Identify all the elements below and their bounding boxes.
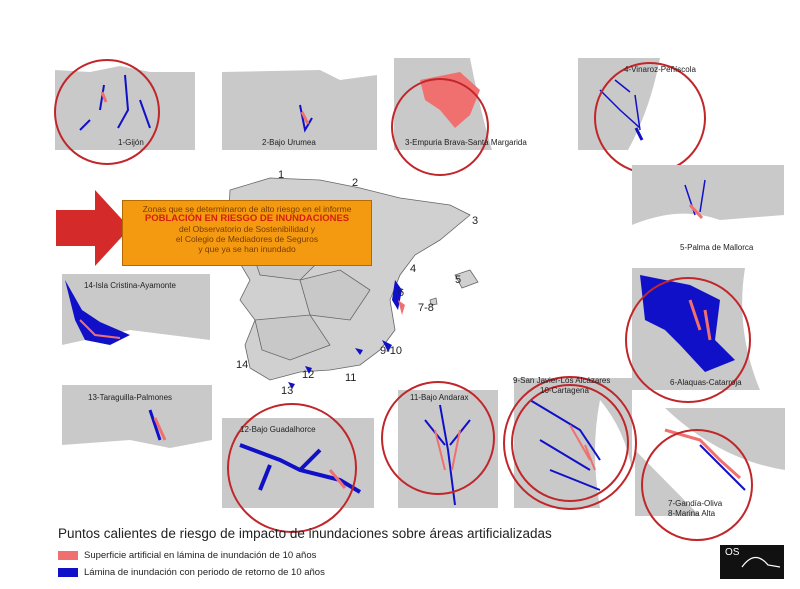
map-number: 9-10 <box>380 345 403 357</box>
logo-text: OS <box>725 547 740 558</box>
inset-vinaroz <box>578 58 723 173</box>
map-caption: Puntos calientes de riesgo de impacto de inundaciones sobre áreas artificializadas <box>58 526 552 541</box>
map-number: 12 <box>302 369 315 381</box>
map-number: 2 <box>352 177 359 189</box>
legend-item-artificial <box>58 550 316 561</box>
map-number: 11 <box>345 372 357 384</box>
inset-label: 10-Cartagena <box>540 386 589 395</box>
os-logo <box>720 545 784 579</box>
inset-label: 6-Alaquas-Catarroja <box>670 378 742 387</box>
inset-label: 9-San Javier-Los Alcázares <box>513 376 611 385</box>
map-number: 7-8 <box>418 302 434 314</box>
map-number: 13 <box>281 385 294 397</box>
map-number: 5 <box>455 274 462 286</box>
map-number: 3 <box>472 215 479 227</box>
inset-label: 13-Taraguilla-Palmones <box>88 393 173 402</box>
map-number: 4 <box>410 263 417 275</box>
legend-swatch <box>58 568 78 577</box>
arrow-icon <box>56 190 130 266</box>
inset-taraguilla <box>62 385 212 475</box>
inset-bajo-andarax <box>382 382 498 508</box>
inset-alaquas <box>626 268 784 402</box>
legend-label: Superficie artificial en lámina de inundación de 10 años <box>84 550 317 561</box>
inset-label: 14-Isla Cristina-Ayamonte <box>84 281 176 290</box>
inset-label: 8-Marina Alta <box>668 509 716 518</box>
inset-label: 5-Palma de Mallorca <box>680 243 754 252</box>
inset-gandia <box>635 408 785 540</box>
info-line: Zonas que se determinaron de alto riesgo en el informe <box>142 204 352 214</box>
inset-label: 3-Empuria Brava-Santa Margarida <box>405 138 527 147</box>
info-line: el Colegio de Mediadores de Seguros <box>175 234 319 244</box>
inset-palma <box>632 165 784 255</box>
info-line: y que ya se han inundado <box>198 244 296 254</box>
inset-san-javier <box>504 376 636 509</box>
inset-label: 12-Bajo Guadalhorce <box>240 425 316 434</box>
info-line: del Observatorio de Sostenibilidad y <box>178 224 316 234</box>
inset-isla-cristina <box>62 274 210 364</box>
inset-label: 2-Bajo Urumea <box>262 138 316 147</box>
info-box <box>122 200 372 266</box>
inset-label: 1-Gijón <box>118 138 144 147</box>
inset-label: 7-Gandía-Oliva <box>668 499 723 508</box>
inset-gijon <box>55 58 195 164</box>
inset-bajo-urumea <box>222 58 377 150</box>
map-number: 14 <box>236 359 249 371</box>
map-number: 1 <box>278 169 285 181</box>
inset-label: 11-Bajo Andarax <box>410 393 469 402</box>
legend-swatch <box>58 551 78 560</box>
inset-bajo-guadalhorce <box>222 404 374 532</box>
map-number: 6 <box>398 287 405 299</box>
legend-item-flood <box>58 567 325 578</box>
inset-empuria-brava <box>392 58 544 175</box>
legend-label: Lámina de inundación con periodo de retorno de 10 años <box>84 567 325 578</box>
info-headline: POBLACIÓN EN RIESGO DE INUNDACIONES <box>144 213 350 224</box>
inset-label: 4-Vinaroz-Peñíscola <box>624 65 696 74</box>
